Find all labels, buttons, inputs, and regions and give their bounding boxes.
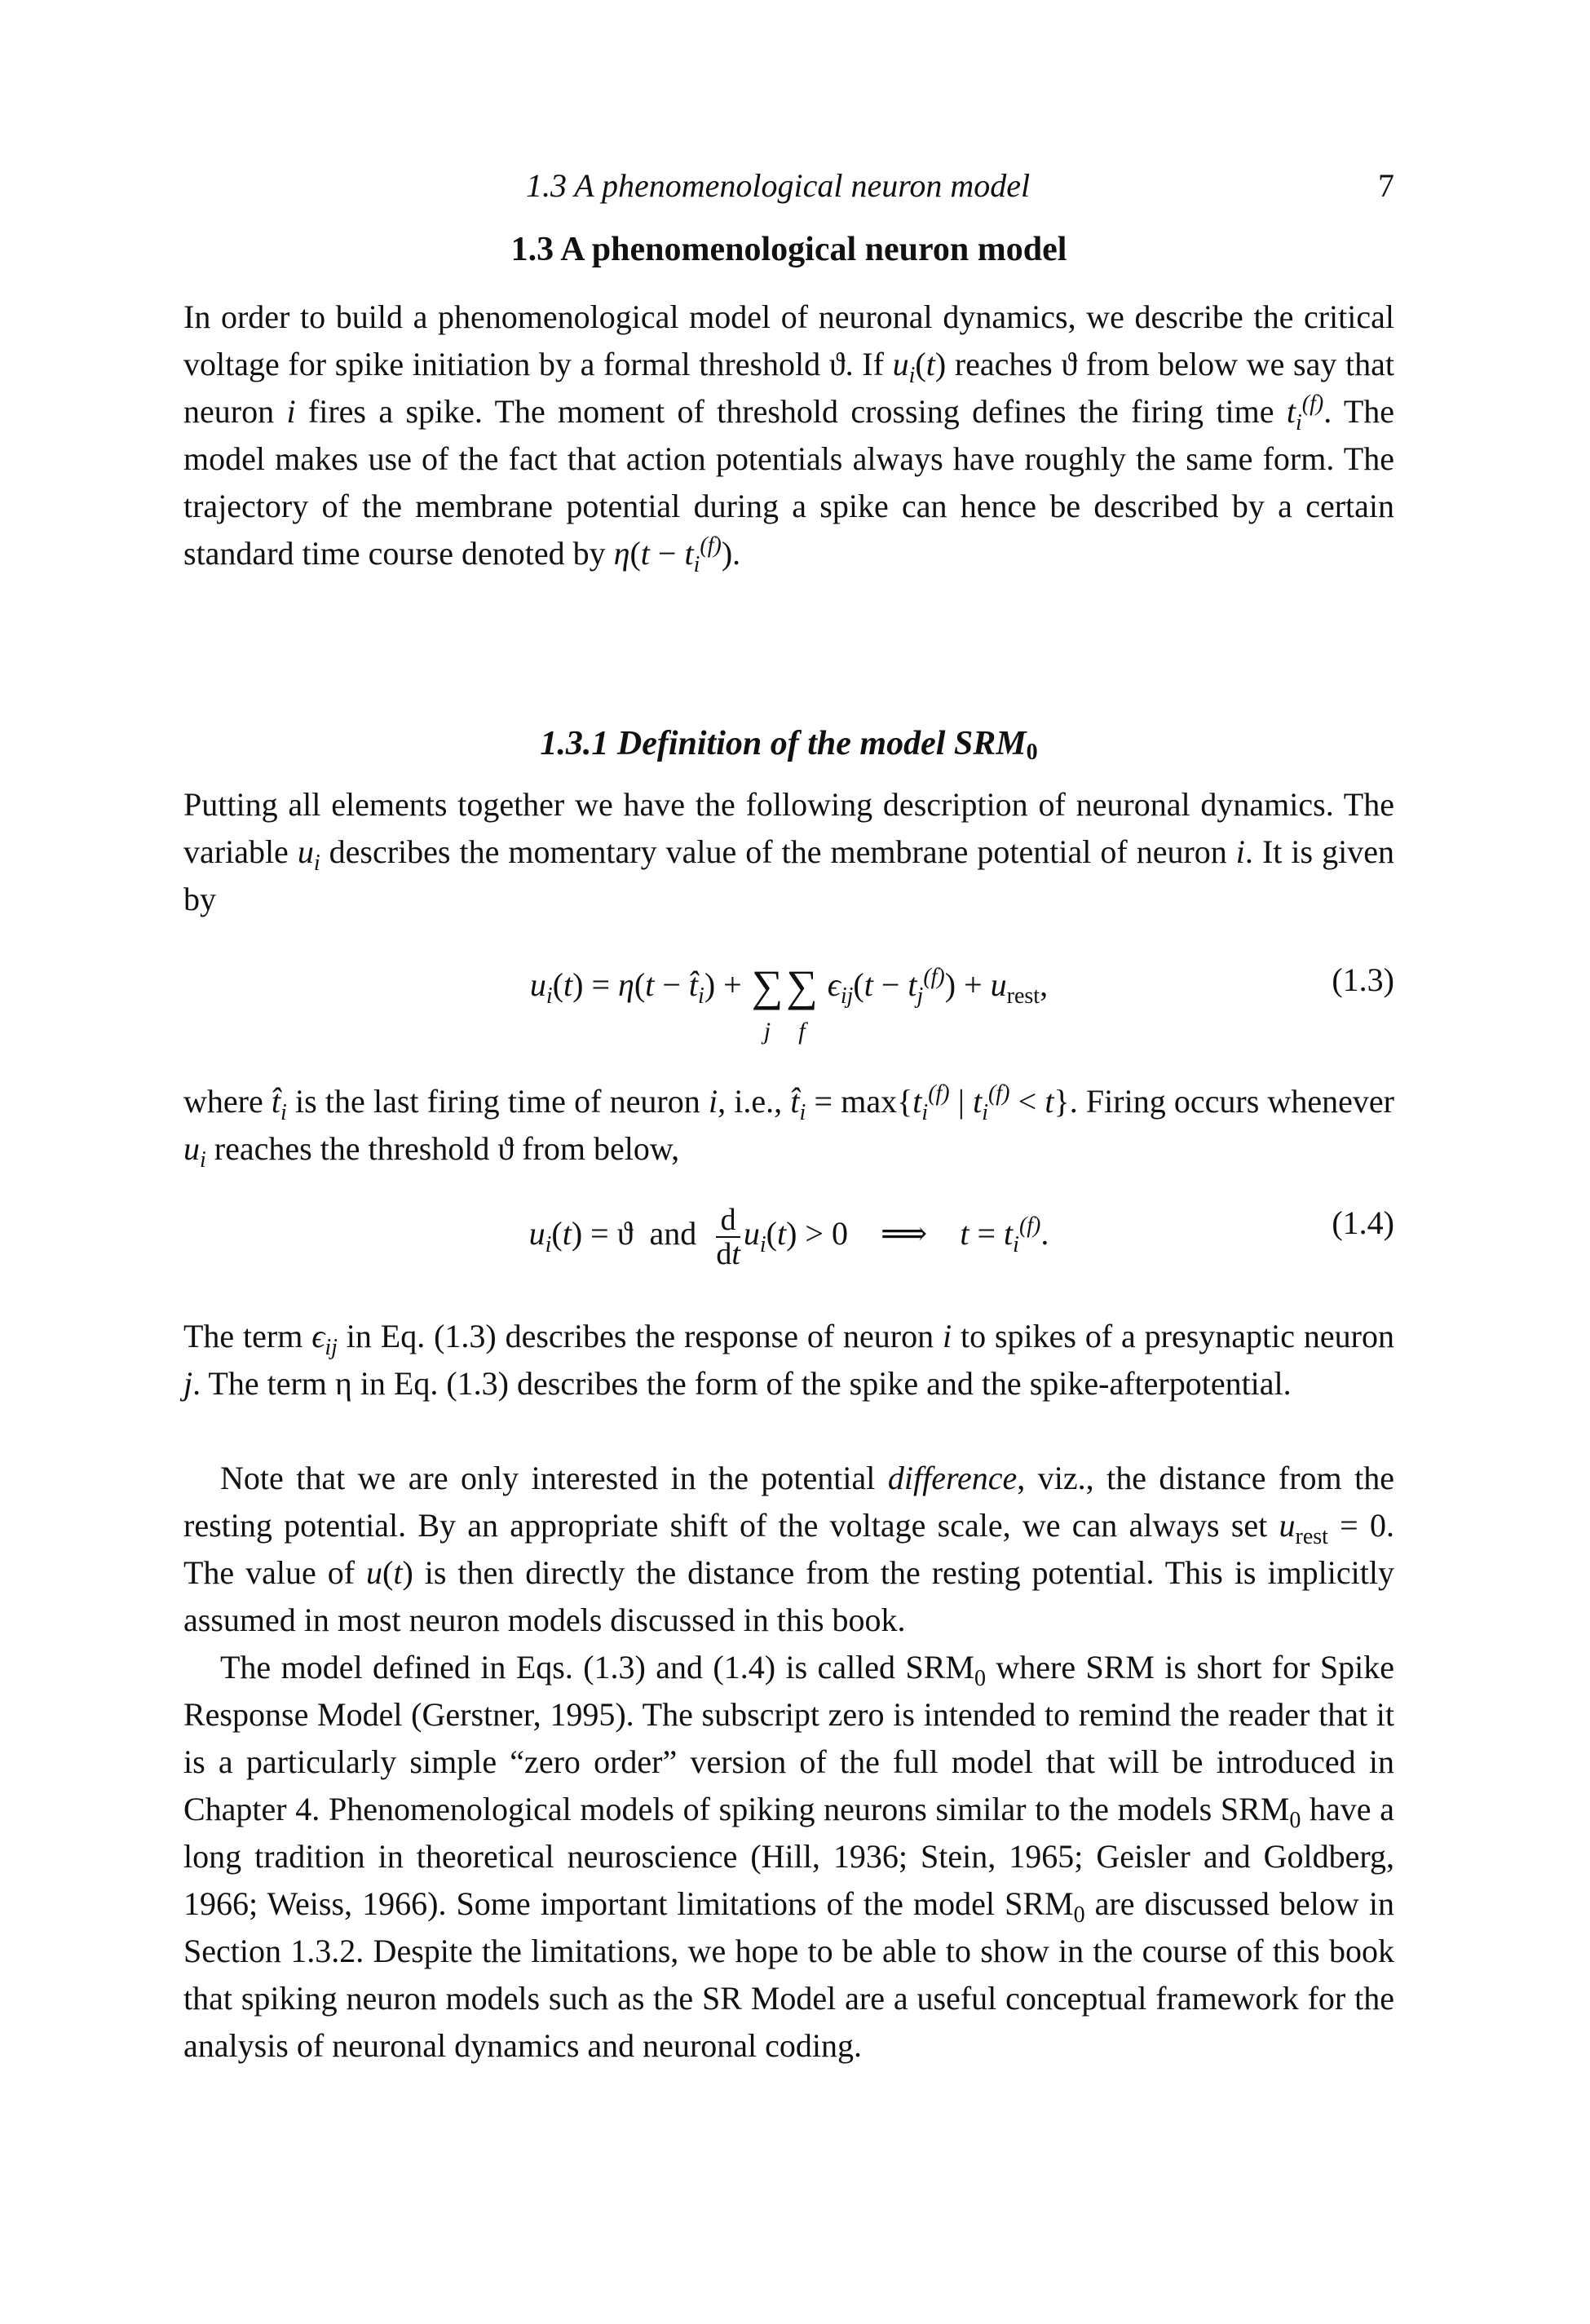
term-paragraph: The term $\epsilon_{ij}$ in Eq. (1.3) describes the response of neuron i to spikes of a presynaptic neuron j. The term η in Eq. (1.3) describes the form of the spike and the spike-afterpotential. (183, 1318, 1394, 1402)
definition-paragraph: Putting all elements together we have the following description of neuronal dynamics. The variable $u_i$ describes the momentary value of the membrane potential of neuron i. It is given by (183, 786, 1394, 917)
section-title: 1.3 A phenomenological neuron model (510, 231, 1067, 268)
note-paragraph: Note that we are only interested in the potential difference, viz., the distance from the resting potential. By an appropriate shift of the voltage scale, we can always set $u_{rest} = 0$. The value of u(t) is then directly the distance from the resting potential. This is implicitly assumed in most neuron models discussed in this book. (183, 1460, 1394, 1638)
running-head-title: 1.3 A phenomenological neuron model (526, 167, 1031, 204)
definition-paragraph-block (183, 781, 1394, 923)
running-head (183, 163, 1394, 212)
model-paragraph-block (183, 1644, 1394, 2070)
equation-1-3-expression: $u_i(t) = \eta(t$ − $t̂_i$) + ∑ j ∑ f $\epsilon_{ij}(t - t_j^{(f)}) + u_{rest}$, (529, 961, 1049, 1045)
equation-1-3 (183, 946, 1394, 1044)
term-paragraph-block (183, 1313, 1394, 1407)
where-paragraph-block (183, 1078, 1394, 1173)
model-paragraph: The model defined in Eqs. (1.3) and (1.4) is called $SRM_0$ where SRM is short for Spike Response Model (Gerstner, 1995). The subscript zero is intended to remind the reader that it is a particularly simple “zero order” version of the full model that will be introduced in Chapter 4. Phenomenological models of spiking neurons similar to the models $SRM_0$ have a long tradition in theoretical neuroscience (Hill, 1936; Stein, 1965; Geisler and Goldberg, 1966; Weiss, 1966). Some important limitations of the model $SRM_0$ are discussed below in Section 1.3.2. Despite the limitations, we hope to be able to show in the course of this book that spiking neuron models such as the SR Model are a useful conceptual framework for the analysis of neuronal dynamics and neuronal coding. (183, 1649, 1395, 2064)
page-number: 7 (1378, 167, 1394, 204)
note-paragraph-block (183, 1455, 1394, 1644)
equation-1-4 (183, 1189, 1394, 1287)
subsection-title: 1.3.1 Definition of the model $SRM_0$ (540, 725, 1038, 765)
intro-paragraph-block (183, 294, 1394, 577)
equation-1-4-expression: $u_i(t) = ϑ$ and $\frac{d}{dt}$ $u_i(t) > 0$ ⟹ $t = t_i^{(f)}$. (528, 1203, 1049, 1271)
intro-paragraph: In order to build a phenomenological model of neuronal dynamics, we describe the critical voltage for spike initiation by a formal threshold ϑ. If $u_i(t)$ reaches ϑ from below we say that neuron i fires a spike. The moment of threshold crossing defines the firing time $t_i^{(f)}$. The model makes use of the fact that action potentials always have roughly the same form. The trajectory of the membrane potential during a spike can hence be described by a certain standard time course denoted by $\eta(t - t_i^{(f)})$. (183, 298, 1395, 577)
equation-1-4-number: (1.4) (1332, 1204, 1394, 1241)
where-paragraph: where $t̂_i$ is the last firing time of neuron i, i.e., $t̂_i = \max\{t_i^{(f)}$ | $t_i^{(f)} < t$}. Firing occurs whenever $u_i$ reaches the threshold ϑ from below, (183, 1080, 1394, 1173)
equation-1-3-number: (1.3) (1332, 961, 1394, 998)
